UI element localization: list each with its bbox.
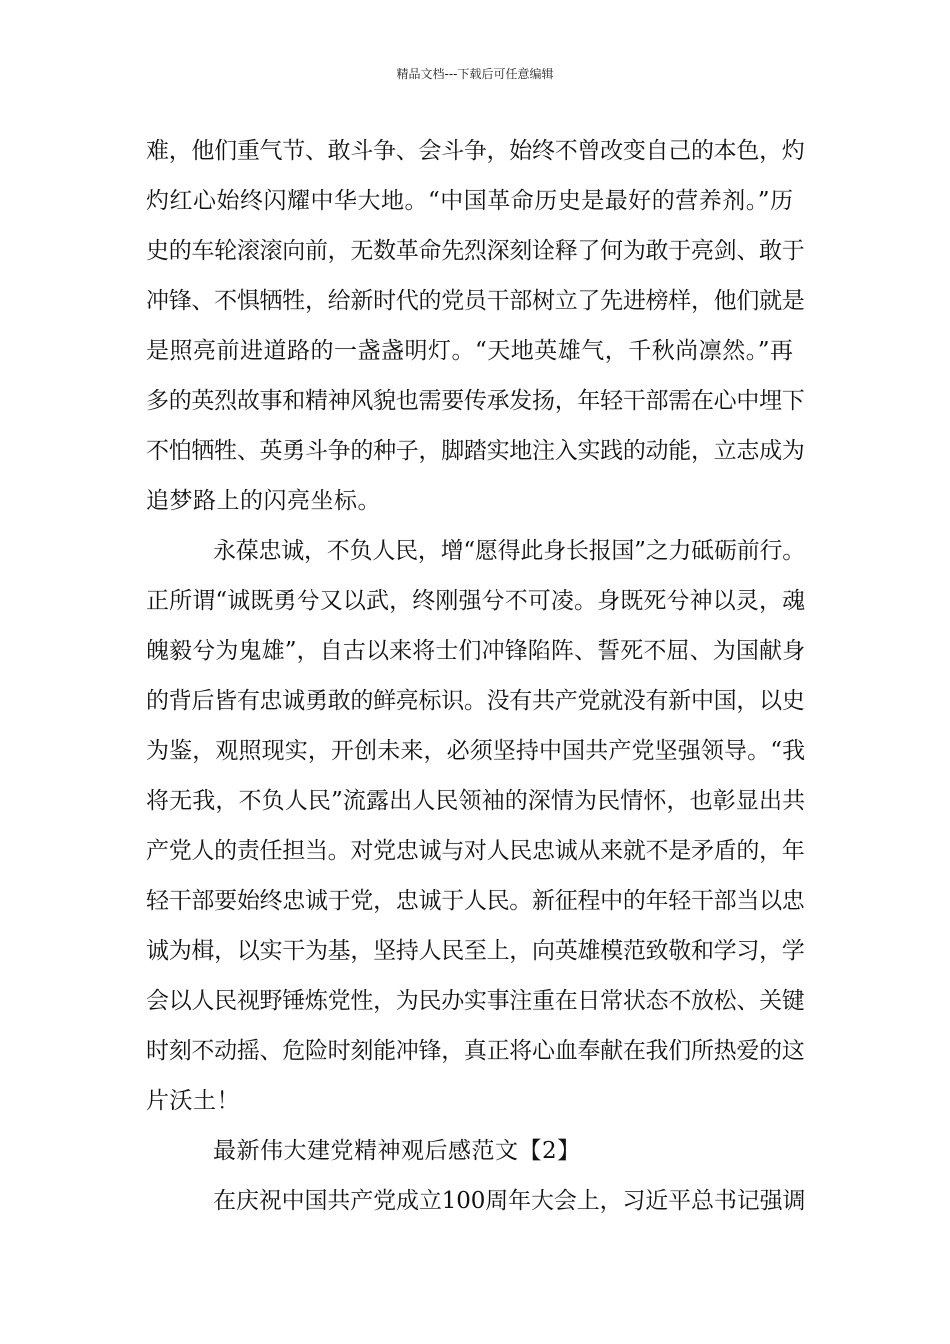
text-line: 史的车轮滚滚向前，无数革命先烈深刻诠释了何为敢于亮剑、敢于 (146, 238, 805, 264)
text-line: 冲锋、不惧牺牲，给新时代的党员干部树立了先进榜样，他们就是 (146, 288, 805, 314)
text-line: 产党人的责任担当。对党忠诚与对人民忠诚从来就不是矛盾的，年 (146, 838, 805, 864)
text-line: 的背后皆有忠诚勇敢的鲜亮标识。没有共产党就没有新中国，以史 (146, 688, 805, 714)
text-line: 难，他们重气节、敢斗争、会斗争，始终不曾改变自己的本色，灼 (146, 138, 805, 164)
text-line: 轻干部要始终忠诚于党，忠诚于人民。新征程中的年轻干部当以忠 (146, 888, 805, 914)
text-line: 追梦路上的闪亮坐标。 (146, 488, 381, 514)
text-line: 灼红心始终闪耀中华大地。“中国革命历史是最好的营养剂。”历 (146, 188, 794, 214)
text-line: 多的英烈故事和精神风貌也需要传承发扬，年轻干部需在心中埋下 (146, 388, 805, 414)
text-line: 诚为楫，以实干为基，坚持人民至上，向英雄模范致敬和学习，学 (146, 938, 805, 964)
text-line: 是照亮前进道路的一盏盏明灯。“天地英雄气，千秋尚凛然。”再 (146, 338, 794, 364)
text-line: 会以人民视野锤炼党性，为民办实事注重在日常状态不放松、关键 (146, 988, 805, 1014)
text-line: 魄毅兮为鬼雄”，自古以来将士们冲锋陷阵、誓死不屈、为国献身 (146, 638, 806, 664)
text-line: 不怕牺牲、英勇斗争的种子，脚踏实地注入实践的动能，立志成为 (146, 438, 805, 464)
text-line: 将无我，不负人民”流露出人民领袖的深情为民情怀，也彰显出共 (146, 788, 806, 814)
paragraph-first-line: 永葆忠诚，不负人民，增“愿得此身长报国”之力砥砺前行。 (213, 538, 806, 564)
text-line: 片沃土！ (146, 1088, 240, 1114)
section-heading: 最新伟大建党精神观后感范文【2】 (213, 1138, 581, 1164)
text-line: 时刻不动摇、危险时刻能冲锋，真正将心血奉献在我们所热爱的这 (146, 1038, 805, 1064)
page-header: 精品文档---下载后可任意编辑 (396, 67, 554, 81)
text-line: 为鉴，观照现实，开创未来，必须坚持中国共产党坚强领导。“我 (146, 738, 806, 764)
paragraph-first-line: 在庆祝中国共产党成立100周年大会上，习近平总书记强调 (213, 1188, 806, 1214)
text-line: 正所谓“诚既勇兮又以武，终刚强兮不可凌。身既死兮神以灵，魂 (146, 588, 806, 614)
